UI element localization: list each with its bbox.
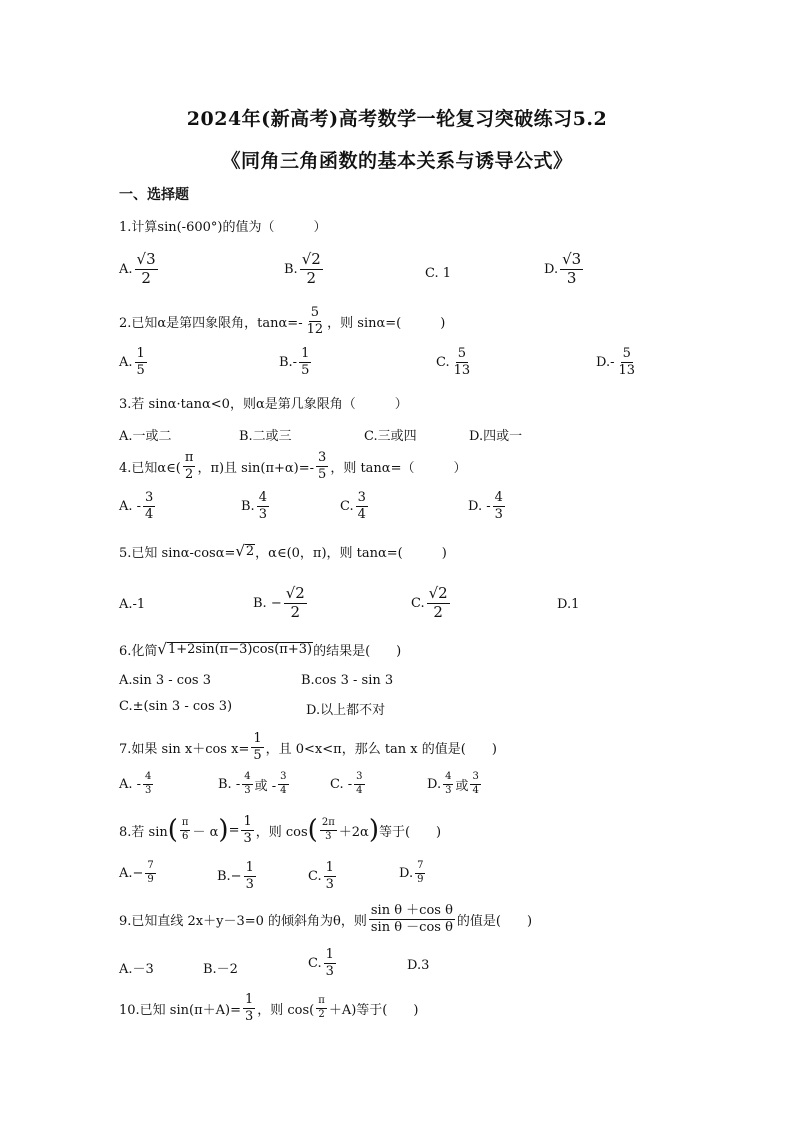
question-text: 的值是( ) [456, 913, 533, 929]
question-text: 8.若 sin [119, 824, 168, 840]
fraction [305, 306, 326, 336]
radicand: 2 [245, 543, 255, 559]
numerator: 4 [494, 490, 503, 505]
denominator: 3 [325, 830, 332, 842]
denominator: 4 [357, 506, 366, 522]
question-text: 10.已知 sin(π＋A)= [119, 1002, 241, 1018]
fraction [415, 861, 425, 885]
option-letter: B. - [218, 776, 241, 792]
denominator: 3 [145, 784, 152, 796]
q6-option-b: B.cos 3 - sin 3 [301, 673, 394, 688]
numerator: 2π [320, 818, 337, 831]
option-letter: D. [427, 776, 442, 792]
document-subtitle: 《同角三角函数的基本关系与诱导公式》 [221, 150, 573, 172]
fraction [369, 904, 455, 934]
q9-option-a: A.－3 [119, 962, 154, 977]
numerator: 1 [136, 346, 145, 361]
fraction [241, 815, 253, 845]
question-2 [119, 306, 445, 336]
fraction [320, 818, 337, 842]
denominator: 3 [244, 784, 251, 796]
fraction [242, 772, 252, 796]
option-letter: A. - [119, 498, 142, 514]
q3-option-a: A.一或二 [119, 429, 172, 444]
option-text: 或 - [254, 778, 277, 794]
numerator: 5 [310, 305, 319, 320]
option-text: 或 [455, 778, 469, 794]
option-letter: A.− [119, 865, 144, 881]
denominator: 3 [494, 506, 503, 522]
option-letter: C. - [330, 776, 353, 792]
denominator: 5 [253, 747, 262, 763]
fraction [470, 772, 480, 796]
option-letter: B.− [217, 868, 242, 884]
question-text: ，则 tanα=（ ） [330, 460, 467, 476]
question-4 [119, 451, 466, 481]
denominator: 6 [182, 830, 189, 842]
question-text: ，α∈(0，π)，则 tanα=( ) [255, 546, 447, 561]
square-root [235, 541, 255, 560]
question-10 [119, 993, 418, 1023]
q1-option-c: C. 1 [425, 266, 452, 281]
fraction [278, 772, 288, 796]
numerator: 1 [253, 731, 262, 746]
q2-option-d [596, 347, 639, 377]
question-text: = [228, 822, 240, 838]
q6-option-d: D.以上都不对 [306, 703, 386, 718]
q8-option-d [399, 861, 427, 885]
numerator: 4 [242, 772, 252, 785]
option-letter: B. [284, 261, 298, 277]
q9-option-b: B.－2 [203, 962, 238, 977]
fraction [316, 451, 328, 481]
question-text: ＋A)等于( ) [328, 1002, 419, 1018]
section-heading: 一、选择题 [119, 187, 189, 203]
question-5 [119, 542, 447, 561]
q5-option-d: D.1 [557, 597, 580, 612]
denominator: 3 [244, 1008, 254, 1024]
fraction [560, 252, 583, 287]
q1-option-b [284, 252, 325, 287]
option-letter: C. [308, 868, 322, 884]
denominator: 2 [306, 268, 317, 287]
numerator: 3 [357, 490, 366, 505]
fraction [300, 252, 323, 287]
fraction [135, 252, 158, 287]
question-text: ，则 cos( [257, 1002, 315, 1018]
question-text: 9.已知直线 2x＋y－3=0 的倾斜角为θ，则 [119, 913, 367, 929]
fraction [284, 586, 307, 621]
question-text: 4.已知α∈( [119, 460, 181, 476]
question-9 [119, 904, 532, 934]
numerator: √2 [428, 584, 448, 602]
question-3: 3.若 sinα·tanα<0，则α是第几象限角（ ） [119, 397, 408, 412]
denominator: 2 [433, 602, 443, 621]
question-text: 6.化简 [119, 644, 158, 659]
q3-option-d: D.四或一 [469, 429, 523, 444]
q3-option-b: B.二或三 [239, 429, 292, 444]
fraction [143, 772, 153, 796]
question-text: 5.已知 sinα-cosα= [119, 546, 236, 561]
q4-option-c [340, 491, 370, 521]
fraction [324, 948, 336, 978]
option-letter: B. − [253, 595, 282, 611]
numerator: π [180, 818, 191, 831]
option-letter: C. [340, 498, 354, 514]
denominator: 12 [306, 321, 324, 337]
numerator: 5 [457, 346, 467, 361]
q6-option-c: C.±(sin 3 - cos 3) [119, 699, 233, 714]
option-letter: D. - [468, 498, 491, 514]
denominator: 3 [325, 876, 334, 892]
q1-option-a [119, 252, 160, 287]
fraction [452, 347, 473, 377]
numerator: π [184, 450, 194, 465]
fraction [135, 347, 147, 377]
fraction [257, 491, 269, 521]
q5-option-c [411, 586, 452, 621]
q7-option-a [119, 772, 155, 796]
q8-option-c [308, 861, 338, 891]
numerator: 3 [354, 772, 364, 785]
numerator: 1 [325, 947, 334, 962]
question-text: ，则 sinα=( ) [327, 315, 446, 331]
q4-option-d [468, 491, 507, 521]
denominator: 4 [356, 784, 363, 796]
denominator: 4 [145, 506, 154, 522]
option-letter: D. [399, 865, 414, 881]
denominator: 3 [258, 506, 267, 522]
numerator: 3 [318, 450, 327, 465]
fraction [616, 347, 637, 377]
numerator: 3 [145, 490, 154, 505]
denominator: 2 [290, 602, 301, 621]
question-text: － α [192, 824, 219, 840]
denominator: 9 [147, 873, 154, 885]
question-text: 的结果是( ) [313, 644, 402, 659]
numerator: 1 [325, 860, 334, 875]
fraction [427, 586, 450, 621]
fraction [251, 732, 263, 762]
denominator: 4 [472, 784, 479, 796]
denominator: sin θ －cos θ [370, 919, 453, 935]
denominator: 9 [417, 873, 424, 885]
numerator: √3 [562, 250, 582, 268]
fraction [493, 491, 505, 521]
q8-option-b [217, 861, 258, 891]
numerator: 3 [470, 772, 480, 785]
q2-option-b [279, 347, 313, 377]
fraction [356, 491, 368, 521]
question-text: 7.如果 sin x＋cos x= [119, 741, 250, 757]
fraction [299, 347, 311, 377]
numerator: 1 [301, 346, 310, 361]
denominator: 3 [245, 876, 254, 892]
q4-option-a [119, 491, 157, 521]
numerator: 4 [143, 772, 153, 785]
numerator: 1 [245, 860, 254, 875]
q8-option-a [119, 861, 158, 885]
numerator: π [316, 996, 327, 1009]
question-text: ，且 0<x<π，那么 tan x 的值是( ) [265, 741, 497, 757]
left-paren: ( [307, 815, 318, 846]
denominator: 3 [243, 830, 252, 846]
option-letter: A. [119, 354, 133, 370]
denominator: 2 [318, 1008, 325, 1020]
left-paren: ( [167, 815, 178, 846]
question-text: 等于( ) [378, 824, 442, 840]
radical-sign: √ [235, 541, 245, 560]
fraction [354, 772, 364, 796]
question-text: ，则 cos [255, 824, 308, 840]
question-text: ＋2α [338, 824, 369, 840]
numerator: 1 [243, 814, 252, 829]
option-letter: B.- [279, 354, 298, 370]
option-letter: D.- [596, 354, 615, 370]
denominator: 3 [325, 963, 334, 979]
numerator: 7 [415, 861, 425, 874]
q1-option-d [544, 252, 585, 287]
option-letter: C. [308, 955, 322, 971]
denominator: 5 [318, 466, 327, 482]
right-paren: ) [218, 815, 229, 846]
fraction [244, 861, 256, 891]
q9-option-d: D.3 [407, 958, 430, 973]
option-letter: C. [436, 354, 450, 370]
numerator: 5 [622, 346, 631, 361]
denominator: 2 [141, 268, 151, 287]
q7-option-c [330, 772, 367, 796]
fraction [180, 818, 191, 842]
fraction [183, 451, 196, 481]
q3-option-c: C.三或四 [364, 429, 417, 444]
option-letter: D. [544, 261, 559, 277]
q6-option-a: A.sin 3 - cos 3 [119, 673, 211, 688]
fraction [316, 996, 327, 1020]
numerator: √3 [136, 250, 156, 268]
question-text: ，π)且 sin(π+α)=- [197, 460, 315, 476]
denominator: 13 [618, 362, 636, 378]
numerator: 4 [443, 772, 453, 785]
question-1: 1.计算sin(-600°)的值为（ ） [119, 220, 327, 235]
numerator: 3 [278, 772, 288, 785]
option-letter: A. - [119, 776, 142, 792]
denominator: 3 [445, 784, 452, 796]
q5-option-b [253, 586, 309, 621]
question-7 [119, 732, 497, 762]
question-6 [119, 640, 401, 659]
numerator: 1 [244, 992, 254, 1007]
q7-option-b [218, 772, 291, 796]
right-paren: ) [368, 815, 379, 846]
numerator: 4 [258, 490, 267, 505]
denominator: 4 [280, 784, 287, 796]
fraction [443, 772, 453, 796]
square-root [157, 639, 313, 658]
q9-option-c [308, 948, 338, 978]
numerator: 7 [145, 861, 155, 874]
denominator: 13 [453, 362, 471, 378]
q4-option-b [241, 491, 271, 521]
q7-option-d [427, 772, 483, 796]
question-8 [119, 815, 441, 845]
q2-option-c [436, 347, 474, 377]
denominator: 5 [136, 362, 145, 378]
denominator: 5 [301, 362, 310, 378]
numerator: sin θ ＋cos θ [370, 903, 453, 918]
question-text: 2.已知α是第四象限角，tanα=- [119, 315, 303, 331]
numerator: √2 [301, 250, 321, 268]
q2-option-a [119, 347, 149, 377]
option-letter: B. [241, 498, 255, 514]
fraction [324, 861, 336, 891]
denominator: 3 [566, 268, 577, 287]
numerator: √2 [285, 584, 305, 602]
q5-option-a: A.-1 [119, 597, 146, 612]
option-letter: A. [119, 261, 133, 277]
fraction [143, 491, 155, 521]
document-title: 2024年(新高考)高考数学一轮复习突破练习5.2 [186, 108, 608, 130]
fraction [145, 861, 155, 885]
denominator: 2 [185, 466, 194, 482]
radical-sign: √ [157, 639, 167, 658]
fraction [243, 993, 255, 1023]
option-letter: C. [411, 595, 425, 611]
radicand: 1+2sin(π−3)cos(π+3) [167, 641, 313, 657]
